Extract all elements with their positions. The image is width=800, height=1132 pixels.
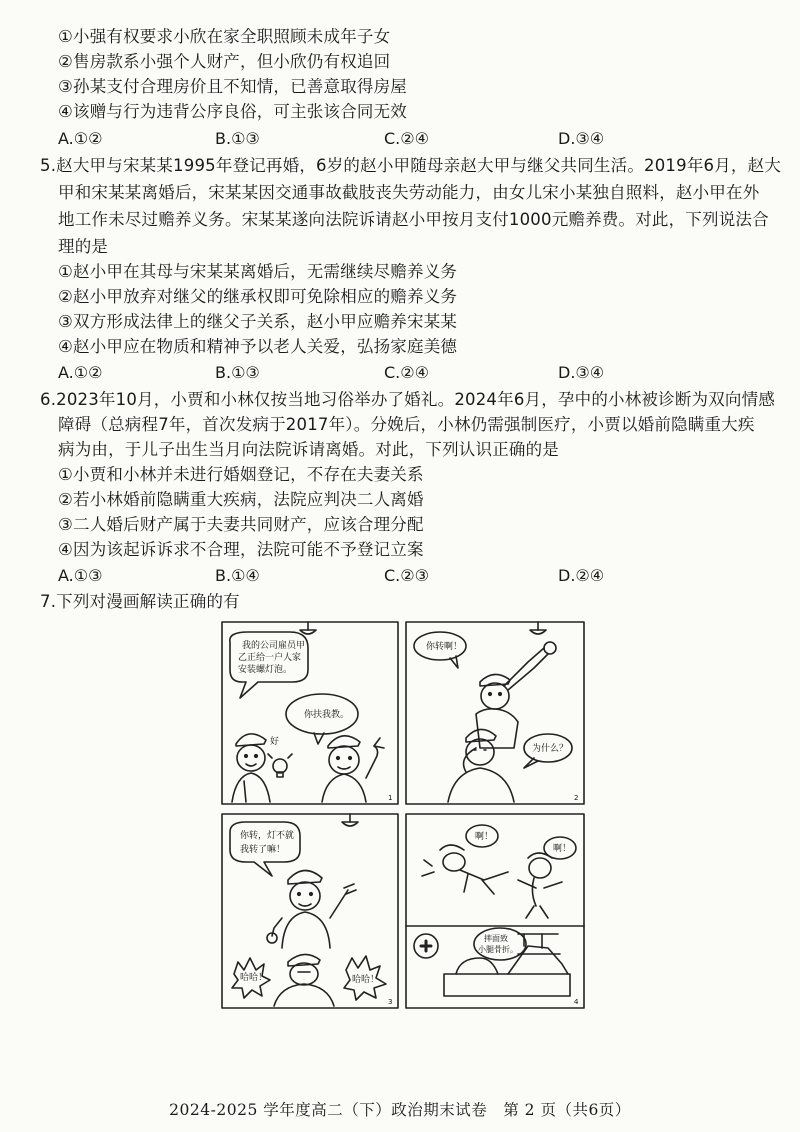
q5-option-b[interactable]: B.①③ (215, 363, 260, 382)
q6-option-c[interactable]: C.②③ (384, 566, 429, 585)
q5-stem-line-1: 5.赵大甲与宋某某1995年登记再婚，6岁的赵小甲随母亲赵大甲与继父共同生活。2019年6月，赵大 (40, 156, 782, 175)
falling-worker-left (422, 845, 508, 894)
q6-option-d[interactable]: D.②④ (558, 566, 605, 585)
worker-left (232, 734, 270, 802)
p3-laugh-right-text: 哈哈！ (352, 975, 380, 985)
q4-option-d[interactable]: D.③④ (558, 129, 605, 148)
q4-statement-1: ①小强有权要求小欣在家全职照顾未成年子女 (58, 27, 391, 46)
worker-top (267, 870, 356, 948)
ceiling-lamp-icon (342, 814, 358, 826)
q6-statement-4: ④因为该起诉诉求不合理，法院可能不予登记立案 (58, 540, 424, 559)
q4-option-a[interactable]: A.①② (58, 129, 103, 148)
q4-statement-2: ②售房款系小强个人财产，但小欣仍有权追回 (58, 52, 391, 71)
p1-panel-number: 1 (388, 794, 393, 802)
p4-sign-line1: 摔面致 (484, 934, 508, 943)
p1-small-text: 好 (270, 737, 280, 747)
q7-stem: 7.下列对漫画解读正确的有 (40, 592, 240, 611)
p3-bubble1-line2: 我转了嘛！ (240, 845, 286, 855)
q5-stem-line-3: 地工作未尽过赡养义务。宋某某遂向法院诉请赵小甲按月支付1000元赡养费。对此，下列说法合 (58, 210, 769, 229)
q5-option-a[interactable]: A.①② (58, 363, 103, 382)
p2-bubble2-text: 为什么？ (532, 744, 569, 754)
worker-standing (476, 642, 556, 748)
q4-option-c[interactable]: C.②④ (384, 129, 429, 148)
p2-bubble1-text: 你转啊！ (426, 642, 463, 652)
q5-statement-3: ③双方形成法律上的继父子关系，赵小甲应赡养宋某某 (58, 312, 458, 331)
q6-option-b[interactable]: B.①④ (215, 566, 260, 585)
p4-bubble2-text: 啊！ (553, 844, 572, 854)
p3-panel-number: 3 (388, 998, 393, 1006)
ceiling-lamp-icon (530, 622, 546, 634)
q4-option-b[interactable]: B.①③ (215, 129, 260, 148)
hospital-bed (444, 934, 570, 996)
q6-statement-3: ③二人婚后财产属于夫妻共同财产，应该合理分配 (58, 515, 424, 534)
q5-statement-2: ②赵小甲放弃对继父的继承权即可免除相应的赡养义务 (58, 287, 458, 306)
ceiling-lamp-icon (300, 622, 316, 634)
hospital-cross-icon (414, 934, 438, 958)
p3-bubble1-line1: 你转，灯不就 (240, 831, 295, 841)
worker-bottom (274, 954, 334, 1006)
falling-worker-right (518, 853, 562, 918)
q6-option-a[interactable]: A.①③ (58, 566, 103, 585)
q5-option-d[interactable]: D.③④ (558, 363, 605, 382)
q6-stem-line-2: 障碍（总病程7年，首次发病于2017年）。分娩后，小林仍需强制医疗，小贾以婚前隐瞒重大疾 (58, 415, 755, 434)
q4-statement-3: ③孙某支付合理房价且不知情，已善意取得房屋 (58, 77, 407, 96)
p4-bubble1-text: 啊！ (475, 832, 494, 842)
q5-stem-line-4: 理的是 (58, 237, 109, 256)
p1-bubble2-text: 你扶我教。 (304, 710, 350, 720)
worker-right (322, 736, 384, 802)
q5-option-c[interactable]: C.②④ (384, 363, 429, 382)
q4-statement-4: ④该赠与行为违背公序良俗，可主张该合同无效 (58, 102, 407, 121)
page-footer: 2024-2025 学年度高二（下）政治期末试卷 第 2 页（共6页） (169, 1101, 631, 1119)
q6-statement-1: ①小贾和小林并未进行婚姻登记，不存在夫妻关系 (58, 465, 424, 484)
q5-statement-4: ④赵小甲应在物质和精神予以老人关爱，弘扬家庭美德 (58, 337, 458, 356)
light-bulb-icon (268, 754, 292, 777)
q6-statement-2: ②若小林婚前隐瞒重大疾病，法院应判决二人离婚 (58, 490, 424, 509)
p4-panel-number: 4 (574, 998, 579, 1006)
q5-stem-line-2: 甲和宋某某离婚后，宋某某因交通事故截肢丧失劳动能力，由女儿宋小某独自照料，赵小甲在外 (58, 183, 760, 202)
p4-sign-bubble (474, 928, 526, 960)
p1-bubble1-line1: 我的公司雇员甲 (242, 641, 306, 651)
p2-panel-number: 2 (574, 794, 579, 802)
q5-statement-1: ①赵小甲在其母与宋某某离婚后，无需继续尽赡养义务 (58, 262, 458, 281)
q6-stem-line-3: 病为由，于儿子出生当月向法院诉请离婚。对此，下列认识正确的是 (58, 440, 559, 459)
comic-strip (218, 618, 588, 1012)
worker-supporting (448, 729, 514, 802)
p3-laugh-left-text: 哈哈！ (240, 973, 268, 983)
p4-sign-line2: 小腿骨折。 (478, 945, 518, 954)
q6-stem-line-1: 6.2023年10月，小贾和小林仅按当地习俗举办了婚礼。2024年6月，孕中的小林被诊断为双向情感 (40, 390, 776, 409)
p1-bubble1-line2: 乙正给一户人家 (238, 653, 302, 663)
p1-bubble1-line3: 安装螺灯泡。 (238, 665, 293, 675)
